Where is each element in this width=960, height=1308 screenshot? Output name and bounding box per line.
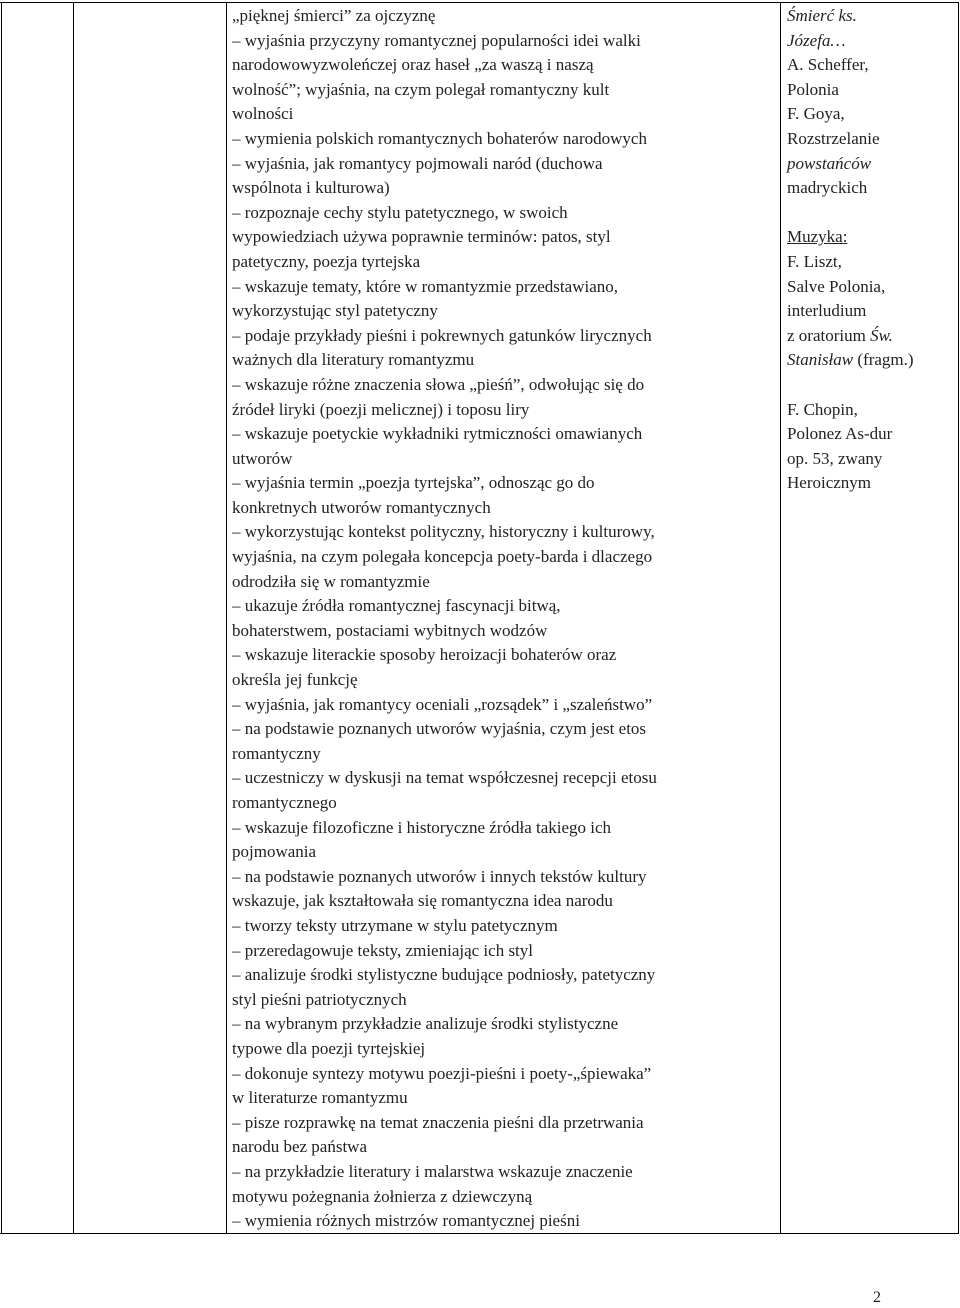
text-entry-line: Śmierć ks. (787, 6, 857, 25)
text-entry-line: Salve Polonia, (787, 276, 886, 296)
outcome-line: – przeredagowuje teksty, zmieniając ich styl (232, 940, 534, 960)
outcome-line: określa jej funkcję (232, 670, 358, 690)
learning-outcomes-column (232, 4, 772, 1234)
text-fragment: Św. (870, 325, 893, 345)
spacer (787, 201, 957, 226)
table-border-right (958, 2, 959, 1234)
outcome-line: – analizuje środki stylistyczne budujące podniosły, patetyczny (232, 965, 656, 985)
table-border-left (1, 2, 2, 1234)
outcome-line: utworów (232, 448, 293, 468)
outcome-line: wypowiedziach używa poprawnie terminów: patos, styl (232, 227, 611, 247)
outcome-line: „pięknej śmierci” za ojczyznę (232, 6, 436, 25)
text-entry-line: F. Liszt, (787, 251, 842, 271)
outcome-line: wyjaśnia, na czym polegała koncepcja poety-barda i dlaczego (232, 547, 653, 567)
outcome-line: w literaturze romantyzmu (232, 1088, 408, 1108)
cultural-texts-column (787, 4, 957, 496)
text-entry-line: madryckich (787, 178, 868, 198)
text-entry-line: Józefa… (787, 30, 846, 50)
outcome-line: – na wybranym przykładzie analizuje środki stylistyczne (232, 1014, 619, 1034)
outcome-line: narodu bez państwa (232, 1137, 368, 1157)
outcome-line: – wskazuje poetyckie wykładniki rytmiczności omawianych (232, 424, 643, 444)
text-entry-line: powstańców (787, 153, 872, 173)
text-entry-line: interludium (787, 301, 867, 321)
music-heading: Muzyka: (787, 227, 848, 247)
outcome-line: romantyczny (232, 743, 321, 763)
outcome-line: – ukazuje źródła romantycznej fascynacji bitwą, (232, 596, 561, 616)
outcome-line: – wymienia różnych mistrzów romantycznej pieśni (232, 1211, 580, 1231)
text-entry-line: Polonez As-dur (787, 424, 893, 444)
outcome-line: typowe dla poezji tyrtejskiej (232, 1038, 426, 1058)
outcome-line: – na podstawie poznanych utworów wyjaśnia, czym jest etos (232, 719, 647, 739)
text-entry-line: F. Chopin, (787, 399, 858, 419)
outcome-line: – wymienia polskich romantycznych bohaterów narodowych (232, 128, 647, 148)
text-entry-line: Heroicznym (787, 473, 872, 493)
outcome-line: – wskazuje filozoficzne i historyczne źródła takiego ich (232, 817, 612, 837)
outcome-line: – dokonuje syntezy motywu poezji-pieśni i poety-„śpiewaka” (232, 1063, 652, 1083)
outcome-line: wolność”; wyjaśnia, na czym polegał romantyczny kult (232, 79, 610, 99)
outcome-line: – wyjaśnia przyczyny romantycznej popularności idei walki (232, 30, 641, 50)
page-number: 2 (873, 1289, 881, 1306)
outcome-line: wolności (232, 104, 294, 124)
outcome-line: źródeł liryki (poezji melicznej) i toposu liry (232, 399, 530, 419)
outcome-line: – wskazuje tematy, które w romantyzmie przedstawiano, (232, 276, 618, 296)
text-entry-line (787, 348, 957, 373)
outcome-line: – na przykładzie literatury i malarstwa wskazuje znaczenie (232, 1161, 633, 1181)
outcome-line: bohaterstwem, postaciami wybitnych wodzów (232, 620, 548, 640)
outcome-line: motywu pożegnania żołnierza z dziewczyną (232, 1186, 533, 1206)
text-entry-line (787, 324, 957, 349)
outcome-line: wspólnota i kulturowa) (232, 178, 390, 198)
text-entry-line: Rozstrzelanie (787, 128, 880, 148)
text-entry-line: A. Scheffer, (787, 55, 869, 75)
outcome-line: – na podstawie poznanych utworów i innych tekstów kultury (232, 866, 647, 886)
outcome-line: ważnych dla literatury romantyzmu (232, 350, 475, 370)
outcome-line: – wyjaśnia termin „poezja tyrtejska”, odnosząc go do (232, 473, 595, 493)
table-column-divider (780, 2, 781, 1234)
text-entry-line: op. 53, zwany (787, 448, 883, 468)
outcome-line: romantycznego (232, 793, 337, 812)
table-column-divider (226, 2, 227, 1234)
text-entry-line: Polonia (787, 79, 839, 99)
spacer (787, 373, 957, 398)
outcome-line: – uczestniczy w dyskusji na temat współczesnej recepcji etosu (232, 768, 657, 788)
text-fragment: Stanisław (787, 350, 854, 370)
outcome-line: styl pieśni patriotycznych (232, 989, 407, 1009)
outcome-line: konkretnych utworów romantycznych (232, 497, 491, 517)
text-fragment: (fragm.) (853, 350, 914, 370)
outcome-line: wykorzystując styl patetyczny (232, 301, 438, 321)
text-fragment: z oratorium (787, 325, 871, 345)
outcome-line: wskazuje, jak kształtowała się romantyczna idea narodu (232, 891, 613, 911)
outcome-line: – tworzy teksty utrzymane w stylu patetycznym (232, 915, 558, 935)
outcome-line: pojmowania (232, 842, 317, 862)
outcome-line: – wyjaśnia, jak romantycy pojmowali naród (duchowa (232, 153, 603, 173)
outcome-line: odrodziła się w romantyzmie (232, 571, 430, 591)
outcome-line: – wyjaśnia, jak romantycy oceniali „rozsądek” i „szaleństwo” (232, 694, 653, 714)
outcome-line: – wskazuje różne znaczenia słowa „pieśń”, odwołując się do (232, 374, 645, 394)
text-entry-line: F. Goya, (787, 104, 845, 124)
outcome-line: patetyczny, poezja tyrtejska (232, 251, 421, 271)
outcome-line: – rozpoznaje cechy stylu patetycznego, w swoich (232, 202, 568, 222)
outcome-line: narodowowyzwoleńczej oraz haseł „za waszą i naszą (232, 55, 594, 75)
outcome-line: – wskazuje literackie sposoby heroizacji bohaterów oraz (232, 645, 617, 665)
table-top-border (0, 2, 959, 3)
table-column-divider (73, 2, 74, 1234)
outcome-line: – podaje przykłady pieśni i pokrewnych gatunków lirycznych (232, 325, 652, 345)
outcome-line: – pisze rozprawkę na temat znaczenia pieśni dla przetrwania (232, 1112, 644, 1132)
outcome-line: – wykorzystując kontekst polityczny, historyczny i kulturowy, (232, 522, 655, 542)
